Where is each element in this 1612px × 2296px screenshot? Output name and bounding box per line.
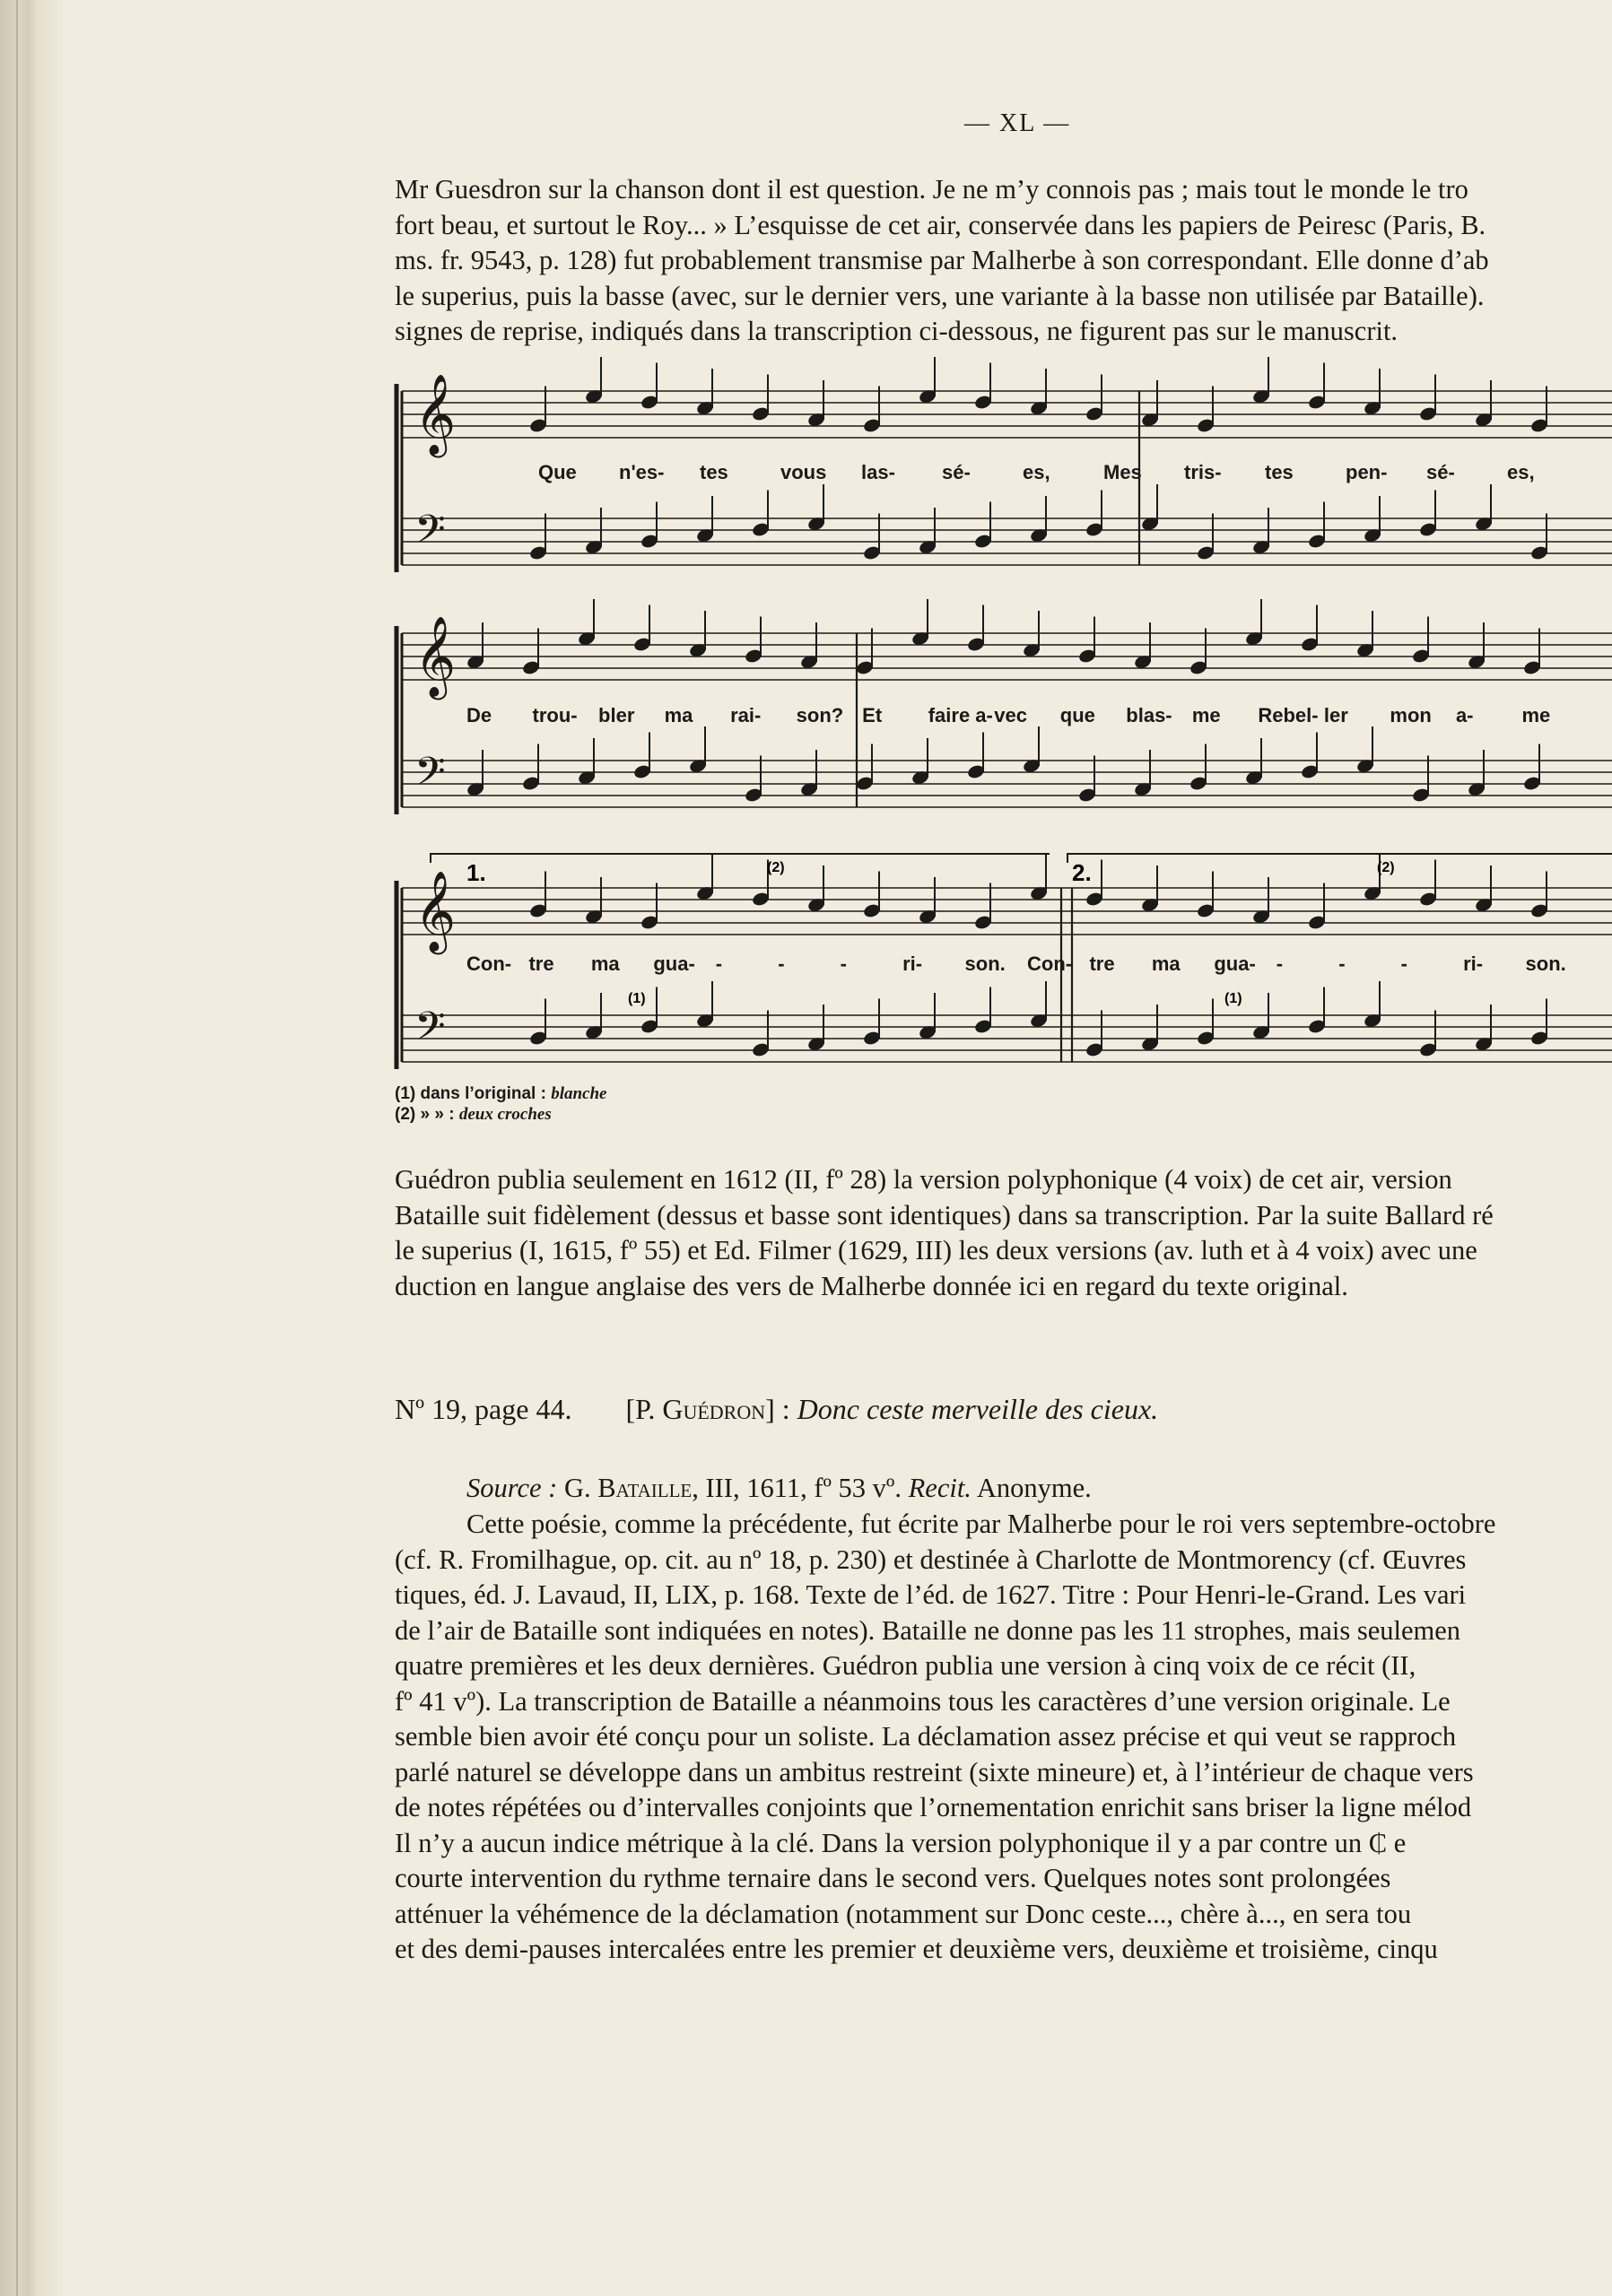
lyric-syllable: ri- <box>1463 952 1484 975</box>
lyric-syllable: tris- <box>1184 461 1222 483</box>
footnote-1: (1) dans l’original : blanche <box>395 1084 607 1103</box>
lyric-syllable: me <box>1521 704 1551 726</box>
footnote-mark: (2) <box>767 860 785 875</box>
lyric-syllable: gua- <box>653 952 695 975</box>
paragraph-line: le superius (I, 1615, fº 55) et Ed. Filmer (1629, III) les deux versions (av. luth et à 4 voix) avec une <box>395 1235 1477 1265</box>
paragraph-line: semble bien avoir été conçu pour un soliste. La déclamation assez précise et qui veut se rapproch <box>395 1721 1457 1752</box>
lyric-syllable: sé- <box>1426 461 1455 483</box>
lyric-syllable: trou- <box>532 704 578 726</box>
intro-line: le superius, puis la basse (avec, sur le dernier vers, une variante à la basse non utilisée par Bataille). <box>395 280 1485 311</box>
lyric-syllable: Que <box>538 461 577 483</box>
lyric-syllable: faire a- <box>928 704 993 726</box>
treble-clef-icon: 𝄞 <box>414 375 457 453</box>
lyric-syllable: rai- <box>730 704 762 726</box>
lyric-syllable: ma <box>1151 952 1181 975</box>
paragraph-line: Cette poésie, comme la précédente, fut écrite par Malherbe pour le roi vers septembre-octobre <box>466 1509 1496 1539</box>
lyric-syllable: Mes <box>1103 461 1142 483</box>
lyric-syllable: tes <box>700 461 728 483</box>
lyric-syllable: bler <box>598 704 635 726</box>
lyric-syllable: gua- <box>1214 952 1256 975</box>
paragraph-line: quatre premières et les deux dernières. Guédron publia une version à cinq voix de ce récit (II, <box>395 1650 1416 1681</box>
lyric-syllable: Rebel- <box>1258 704 1319 726</box>
lyric-syllable: son? <box>796 704 844 726</box>
intro-line: fort beau, et surtout le Roy... » L’esquisse de cet air, conservée dans les papiers de Peiresc (Paris, B. <box>395 209 1486 240</box>
entry-heading <box>395 1393 1158 1426</box>
lyric-syllable: es, <box>1507 461 1535 483</box>
after-score-paragraph <box>395 1162 1612 1304</box>
lyric-syllable: son. <box>1525 952 1566 975</box>
paragraph-line: Il n’y a aucun indice métrique à la clé. Dans la version polyphonique il y a par contre un ₵ e <box>395 1827 1407 1858</box>
paragraph-line: fº 41 vº). La transcription de Bataille a néanmoins tous les caractères d’une version originale. Le <box>395 1685 1451 1717</box>
lyric-syllable: que <box>1059 704 1095 726</box>
lyric-syllable: tes <box>1265 461 1294 483</box>
lyric-syllable: - <box>1276 952 1284 975</box>
lyric-syllable: tre <box>1089 952 1115 975</box>
entry-composer: [P. Guédron] : <box>625 1393 790 1425</box>
lyric-syllable: - <box>1338 952 1346 975</box>
footnote-mark: (2) <box>1377 860 1395 875</box>
lyric-syllable: De <box>466 704 492 726</box>
paragraph-line: duction en langue anglaise des vers de Malherbe donnée ici en regard du texte original. <box>395 1270 1348 1301</box>
lyric-syllable: n'es- <box>619 461 665 483</box>
lyric-syllable: las- <box>861 461 895 483</box>
lyric-syllable: son. <box>964 952 1006 975</box>
ending-bracket <box>1067 854 1612 863</box>
entry-title: Donc ceste merveille des cieux. <box>797 1393 1159 1425</box>
source-line: Source : G. Bataille, III, 1611, fº 53 vº. Recit. Anonyme. <box>466 1473 1092 1503</box>
entry-number: Nº 19, page 44. <box>395 1393 572 1425</box>
intro-line: signes de reprise, indiqués dans la transcription ci-dessous, ne figurent pas sur le manuscrit. <box>395 316 1399 346</box>
lyric-syllable: pen- <box>1346 461 1388 483</box>
intro-line: Mr Guesdron sur la chanson dont il est question. Je ne m’y connois pas ; mais tout le monde le tro <box>395 174 1468 204</box>
paragraph-line: courte intervention du rythme ternaire dans le second vers. Quelques notes sont prolongées <box>395 1863 1391 1893</box>
paragraph-line: Guédron publia seulement en 1612 (II, fº 28) la version polyphonique (4 voix) de cet air, version <box>395 1164 1452 1195</box>
lyric-syllable: ri- <box>902 952 923 975</box>
paragraph-line: tiques, éd. J. Lavaud, II, LIX, p. 168. Texte de l’éd. de 1627. Titre : Pour Henri-le-Grand. Les vari <box>395 1579 1467 1610</box>
paragraph-line: de notes répétées ou d’intervalles conjoints que l’ornementation enrichit sans briser la ligne mélod <box>395 1792 1472 1822</box>
paragraph-line: et des demi-pauses intercalées entre les premier et deuxième vers, deuxième et troisième, cinqu <box>395 1934 1438 1964</box>
paragraph-line: de l’air de Bataille sont indiquées en notes). Bataille ne donne pas les 11 strophes, mais seulemen <box>395 1614 1461 1646</box>
paragraph-line: parlé naturel se développe dans un ambitus restreint (sixte mineure) et, à l’intérieur de chaque vers <box>395 1756 1474 1787</box>
lyric-syllable: vous <box>780 461 827 483</box>
lyric-syllable: vec <box>994 704 1027 726</box>
lyric-syllable: sé- <box>942 461 971 483</box>
bass-clef-icon: 𝄢 <box>414 750 446 804</box>
lyric-syllable: - <box>778 952 785 975</box>
ending-1-label: 1. <box>466 859 486 886</box>
lyric-syllable: tre <box>528 952 554 975</box>
lyric-syllable: mon <box>1390 704 1432 726</box>
page-folio: — XL — <box>964 109 1071 137</box>
bass-clef-icon: 𝄢 <box>414 1004 446 1058</box>
paragraph-line: Bataille suit fidèlement (dessus et basse sont identiques) dans sa transcription. Par la suite Ballard ré <box>395 1199 1494 1231</box>
lyric-syllable: me <box>1191 704 1221 726</box>
bass-clef-icon: 𝄢 <box>414 508 446 561</box>
score-footnotes <box>395 1083 606 1125</box>
lyric-syllable: Et <box>862 704 883 726</box>
footnote-mark: (1) <box>1224 991 1242 1006</box>
paragraph-line: (cf. R. Fromilhague, op. cit. au nº 18, p. 230) et destinée à Charlotte de Montmorency (cf. Œuvres <box>395 1544 1467 1575</box>
lyric-syllable: blas- <box>1126 704 1172 726</box>
footnote-mark: (1) <box>628 991 646 1006</box>
treble-clef-icon: 𝄞 <box>414 872 457 950</box>
lyric-syllable: ma <box>590 952 620 975</box>
lyric-syllable: a- <box>1455 704 1474 726</box>
ending-2-label: 2. <box>1072 859 1092 886</box>
ending-bracket <box>431 854 1050 863</box>
lyric-syllable: ler <box>1323 704 1348 726</box>
lyric-syllable: - <box>840 952 847 975</box>
music-score <box>0 0 1612 1130</box>
intro-line: ms. fr. 9543, p. 128) fut probablement transmise par Malherbe à son correspondant. Elle donne d’ab <box>395 245 1489 275</box>
footnote-2: (2) » » : deux croches <box>395 1105 552 1124</box>
lyric-syllable: Con- <box>466 952 512 975</box>
lyric-syllable: Con- <box>1027 952 1073 975</box>
paragraph-line: atténuer la véhémence de la déclamation (notamment sur Donc ceste..., chère à..., en sera tou <box>395 1898 1412 1929</box>
lyric-syllable: es, <box>1023 461 1050 483</box>
lyric-syllable: ma <box>664 704 693 726</box>
lyric-syllable: - <box>1400 952 1407 975</box>
treble-clef-icon: 𝄞 <box>414 617 457 695</box>
lyric-syllable: - <box>715 952 723 975</box>
body-paragraph <box>395 1507 1612 1968</box>
